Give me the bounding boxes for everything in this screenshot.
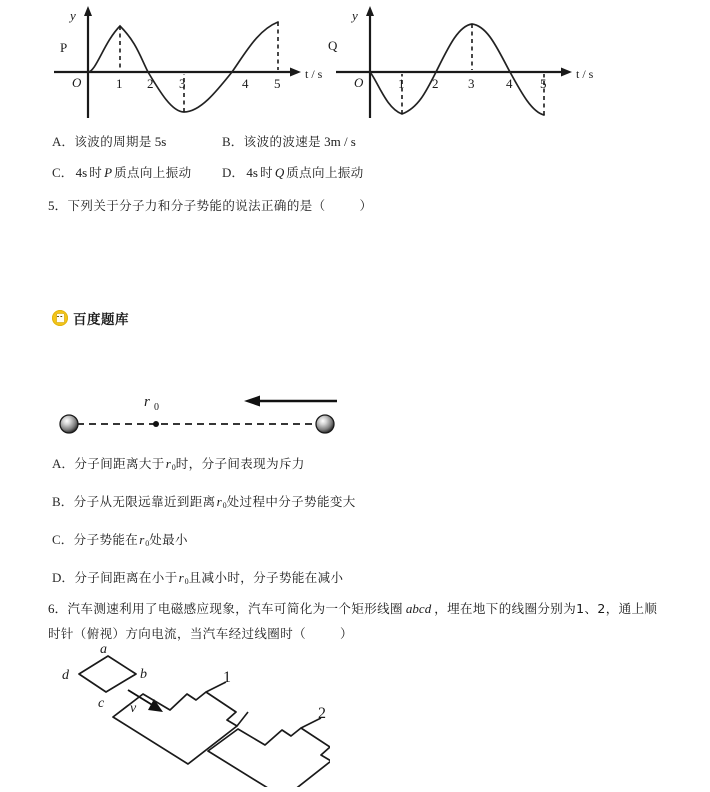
- graph-q-curve: [370, 24, 544, 115]
- q5-option-c-subscript: 0: [145, 539, 150, 548]
- q5-option-b-pre: 分子从无限远靠近到距离: [73, 494, 216, 509]
- coil-vertex-label-a: a: [100, 642, 107, 657]
- graph-q-y-arrowhead: [366, 6, 374, 16]
- graph-q-x-label: t / s: [576, 67, 594, 81]
- q4-option-a-text: 该波的周期是: [74, 134, 152, 149]
- buried-coil-1-label: 1: [223, 669, 231, 686]
- q5-option-b-letter: B．: [52, 494, 74, 509]
- buried-coil-2: [208, 728, 330, 787]
- buried-coil-1: [113, 692, 237, 764]
- coil-vertex-label-b: b: [140, 667, 147, 682]
- graph-p-origin-label: O: [72, 75, 82, 90]
- graph-p-curve: [88, 22, 278, 112]
- graph-p-tick-3: 3: [179, 76, 186, 91]
- q5-option-d-pre: 分子间距离在小于: [74, 570, 178, 585]
- q4-option-c-symbol: P: [104, 165, 113, 180]
- q5-option-c[interactable]: [52, 529, 188, 549]
- q4-option-d-mid: 时: [259, 165, 273, 180]
- question-5-number: 5．: [48, 198, 68, 213]
- q4-option-a-value: 5s: [154, 134, 167, 149]
- graph-p-y-arrowhead: [84, 6, 92, 16]
- q4-option-b[interactable]: [222, 131, 356, 151]
- question-5-stem: [48, 195, 372, 215]
- graph-q-tick-5: 5: [540, 76, 547, 91]
- question-6-line2-close: ）: [340, 626, 353, 641]
- graph-q-tick-2: 2: [432, 76, 439, 91]
- graph-q-tick-4: 4: [506, 76, 513, 91]
- graph-q-tick-3: 3: [468, 76, 475, 91]
- graph-p-tick-2: 2: [147, 76, 154, 91]
- molecule-svg: [52, 386, 352, 441]
- q5-option-d-symbol: r: [178, 570, 184, 585]
- q4-option-d-symbol: Q: [274, 165, 285, 180]
- coil-figure: [60, 640, 330, 792]
- molecule-sphere-left: [60, 415, 78, 433]
- coil-svg: [60, 640, 330, 787]
- graph-q-tick-1: 1: [398, 76, 405, 91]
- question-6-coil-numbers: 1、2: [576, 601, 606, 616]
- baidu-logo-icon: [52, 310, 68, 326]
- coil-vertex-label-d: d: [62, 668, 69, 683]
- graph-p-y-label: y: [70, 8, 76, 23]
- q4-option-c[interactable]: [52, 162, 192, 182]
- q4-option-c-mid: 时: [89, 165, 103, 180]
- buried-coil-1-lead-lower: [237, 712, 248, 726]
- q4-option-c-value: 4s: [75, 165, 88, 180]
- q5-option-a-symbol: r: [165, 456, 171, 471]
- graph-q-point-label: Q: [328, 38, 338, 53]
- question-6-text-line2: 时针（俯视）方向电流，当汽车经过线圈时（: [48, 626, 307, 641]
- q4-option-d-value: 4s: [246, 165, 258, 180]
- molecule-sphere-right: [316, 415, 334, 433]
- q5-option-b-post: 处过程中分子势能变大: [226, 494, 356, 509]
- question-6-text-d: ，通上顺: [605, 601, 658, 616]
- q5-option-c-post: 处最小: [149, 532, 188, 547]
- molecule-figure: [52, 386, 352, 446]
- q5-option-a-post: 时，分子间表现为斥力: [175, 456, 305, 471]
- velocity-label: v: [130, 701, 137, 716]
- q4-option-d[interactable]: [222, 162, 364, 182]
- molecule-motion-arrowhead: [244, 396, 260, 407]
- car-coil-abcd: [79, 656, 136, 692]
- q4-option-a-letter: A．: [52, 134, 75, 149]
- graph-q-svg: [322, 0, 607, 122]
- q4-option-d-letter: D．: [222, 165, 245, 180]
- question-6-text-b: ，埋在地下的线圈分别为: [434, 601, 577, 616]
- q4-option-c-end: 质点向上振动: [114, 165, 192, 180]
- graph-q-y-label: y: [352, 8, 358, 23]
- molecule-equilibrium-point: [153, 421, 159, 427]
- q4-option-b-letter: B．: [222, 134, 244, 149]
- question-5-stem-close: ）: [359, 198, 373, 213]
- q5-option-c-pre: 分子势能在: [73, 532, 139, 547]
- wave-graphs-figure: [0, 0, 710, 122]
- buried-coil-2-label: 2: [318, 705, 326, 722]
- graph-q-x-arrowhead: [561, 68, 572, 77]
- q4-option-d-end: 质点向上振动: [286, 165, 364, 180]
- q5-option-d-letter: D．: [52, 570, 75, 585]
- q5-option-d-subscript: 0: [184, 577, 189, 586]
- graph-p-tick-5: 5: [274, 76, 281, 91]
- q5-option-b-subscript: 0: [222, 501, 227, 510]
- q4-option-b-value: 3m / s: [324, 134, 356, 149]
- coil-vertex-label-c: c: [98, 696, 105, 711]
- question-6-text-a: 汽车测速利用了电磁感应现象，汽车可简化为一个矩形线圈: [67, 601, 403, 616]
- q5-option-b[interactable]: [52, 491, 356, 511]
- graph-p: [52, 0, 332, 127]
- q5-option-d-post: 且减小时，分子势能在减小: [188, 570, 344, 585]
- baidu-watermark-text: 百度题库: [73, 312, 129, 328]
- q4-option-c-letter: C．: [52, 165, 74, 180]
- q5-option-a-pre: 分子间距离大于: [74, 456, 165, 471]
- q4-option-b-text: 该波的波速是: [243, 134, 322, 149]
- question-6-coil-name: abcd: [405, 601, 432, 616]
- q5-option-c-symbol: r: [139, 532, 145, 547]
- graph-p-x-arrowhead: [290, 68, 301, 77]
- q5-option-d[interactable]: [52, 567, 343, 587]
- q4-option-a[interactable]: [52, 131, 166, 151]
- molecule-r0-subscript: 0: [154, 402, 159, 413]
- q5-option-a-subscript: 0: [171, 463, 176, 472]
- baidu-watermark: [52, 308, 129, 328]
- question-6-line-1: [48, 598, 657, 618]
- q5-option-a-letter: A．: [52, 456, 75, 471]
- question-6-number: 6．: [48, 601, 68, 616]
- graph-p-tick-1: 1: [116, 76, 123, 91]
- q5-option-a[interactable]: [52, 453, 305, 473]
- q5-option-c-letter: C．: [52, 532, 74, 547]
- graph-q: [322, 0, 607, 127]
- q5-option-b-symbol: r: [216, 494, 222, 509]
- graph-p-point-label: P: [60, 40, 68, 55]
- graph-p-tick-4: 4: [242, 76, 249, 91]
- question-5-stem-text: 下列关于分子力和分子势能的说法正确的是（: [67, 198, 326, 213]
- graph-p-x-label: t / s: [305, 67, 323, 81]
- molecule-r0-label: r: [144, 394, 150, 410]
- graph-p-svg: [52, 0, 332, 122]
- graph-q-origin-label: O: [354, 75, 364, 90]
